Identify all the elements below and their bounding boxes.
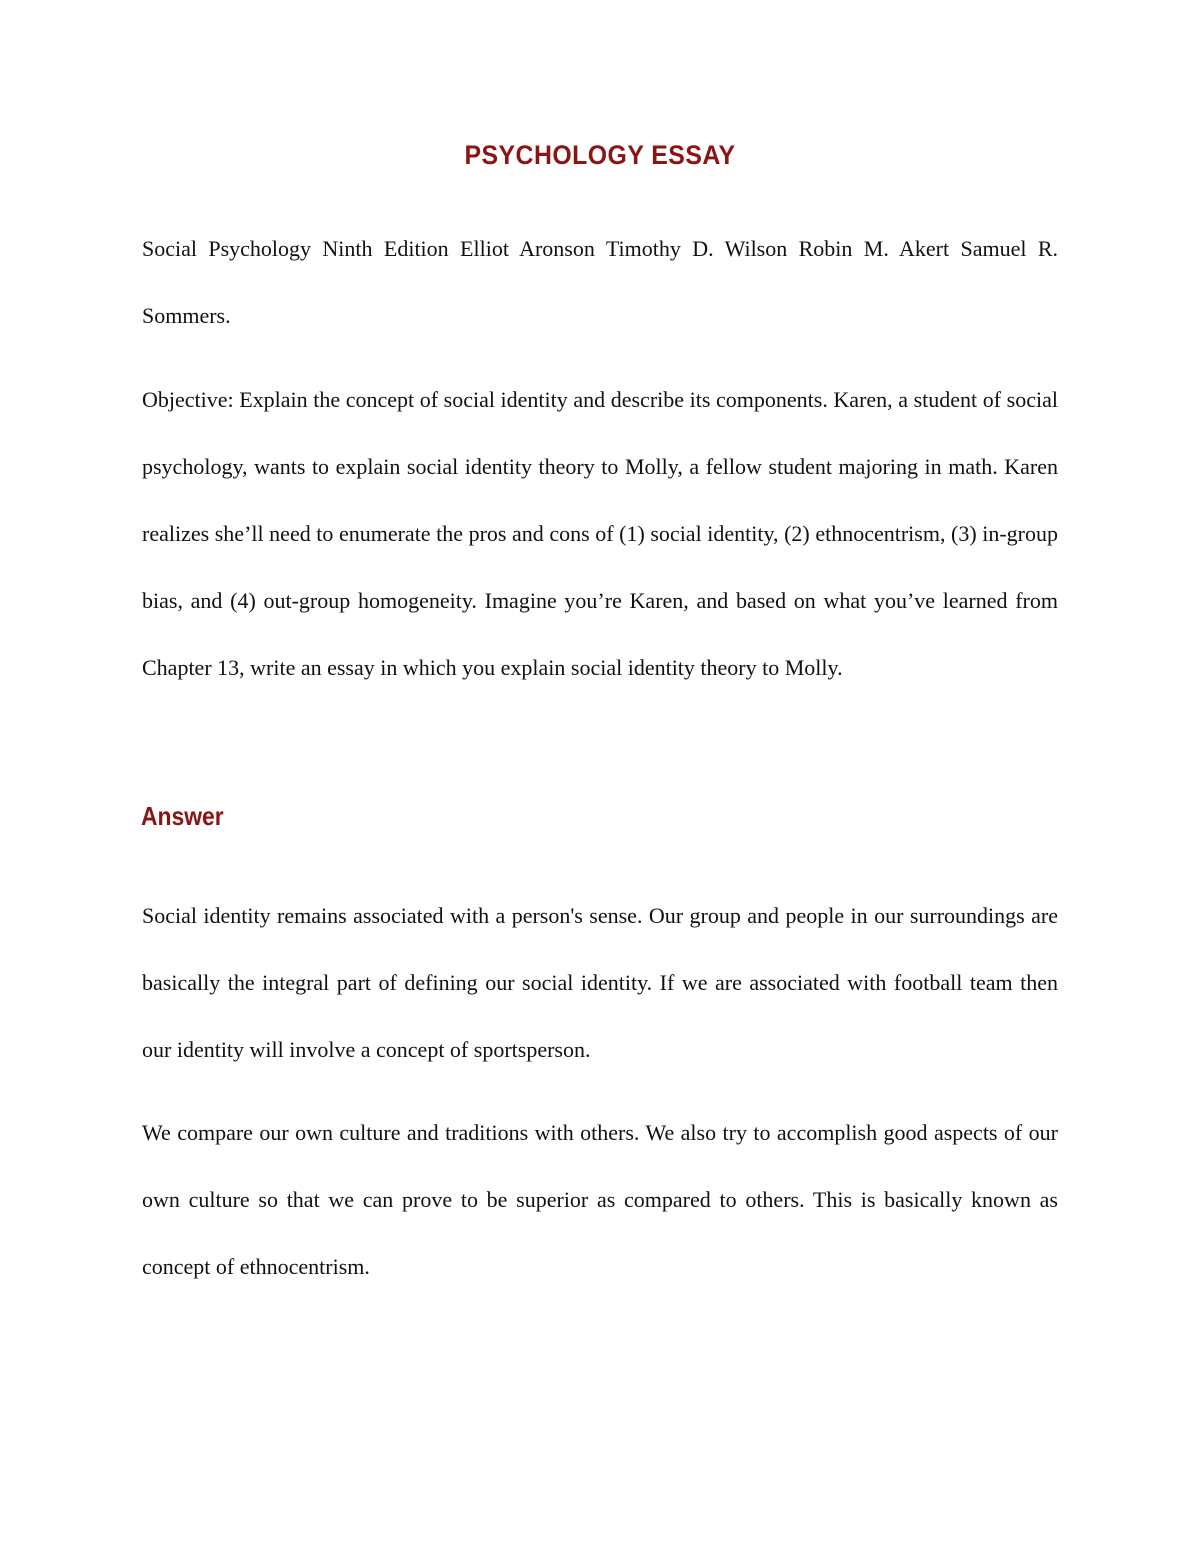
objective-paragraph: Objective: Explain the concept of social identity and describe its components. Karen, a student of social psychology, wants to explain social identity theory to Molly, a fellow student majoring in math. Karen realizes she’ll need to enumerate the pros and cons of (1) social identity, (2) ethnocentrism, (3) in-group bias, and (4) out-group homogeneity. Imagine you’re Karen, and based on what you’ve learned from Chapter 13, write an essay in which you explain social identity theory to Molly. <box>142 387 1058 680</box>
document-title: PSYCHOLOGY ESSAY <box>464 140 736 170</box>
reference-paragraph: Social Psychology Ninth Edition Elliot Aronson Timothy D. Wilson Robin M. Akert Samuel R. Sommers. <box>142 236 1058 328</box>
answer-heading: Answer <box>141 801 224 831</box>
answer-paragraph-1: Social identity remains associated with a person's sense. Our group and people in our surroundings are basically the integral part of defining our social identity. If we are associated with football team then our identity will involve a concept of sportsperson. <box>142 903 1058 1062</box>
answer-paragraph-2: We compare our own culture and traditions with others. We also try to accomplish good aspects of our own culture so that we can prove to be superior as compared to others. This is basically known as concept of ethnocentrism. <box>142 1120 1058 1279</box>
